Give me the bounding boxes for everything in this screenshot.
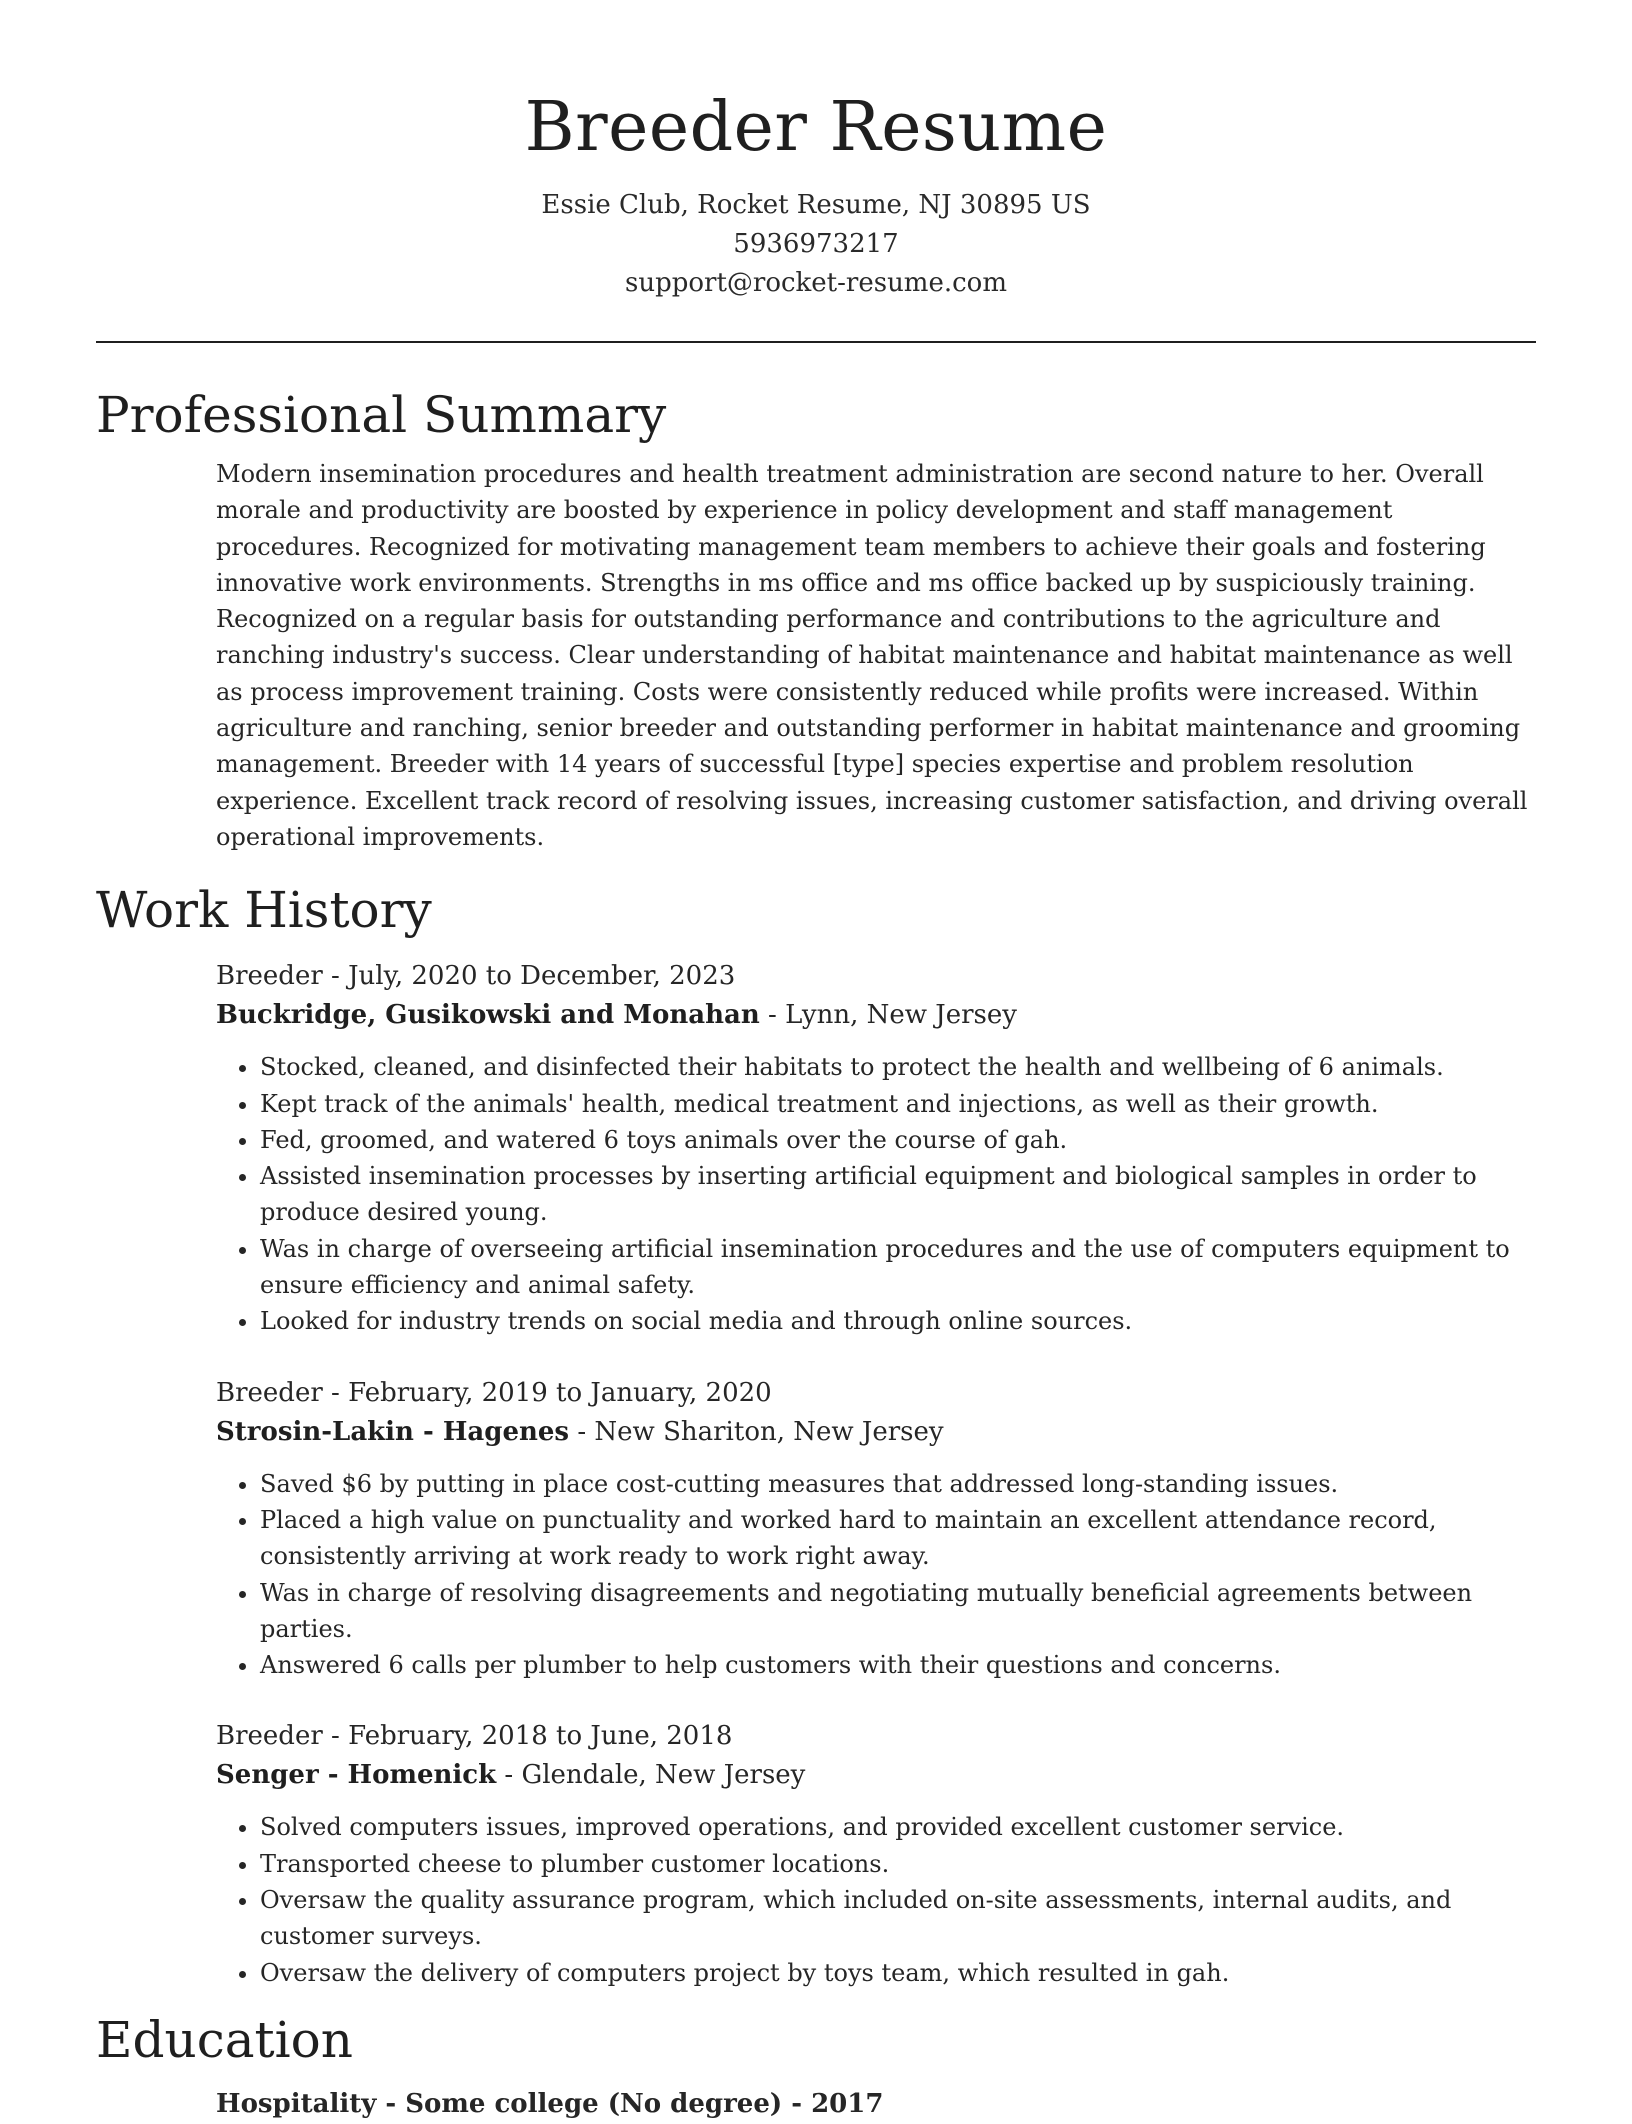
job-entry	[216, 1717, 1536, 1990]
job-location: Lynn, New Jersey	[785, 1000, 1017, 1031]
job-dates: February, 2018 to June, 2018	[348, 1721, 733, 1752]
job-separator: -	[496, 1760, 522, 1791]
list-item: • Was in charge of resolving disagreements and negotiating mutually beneficial agreements between parties.	[260, 1575, 1536, 1648]
list-item: • Stocked, cleaned, and disinfected their habitats to protect the health and wellbeing of 6 animals.	[260, 1049, 1536, 1085]
list-item: • Fed, groomed, and watered 6 toys animals over the course of gah.	[260, 1122, 1536, 1158]
contact-info	[0, 186, 1632, 303]
job-title: Breeder	[216, 1721, 323, 1752]
list-item: • Oversaw the quality assurance program, which included on-site assessments, internal audits, and customer surveys.	[260, 1882, 1536, 1955]
summary-body	[216, 456, 1536, 855]
education-degree: Some college (No degree)	[405, 2088, 783, 2119]
education-year: 2017	[811, 2088, 884, 2119]
education-entry	[216, 2085, 1536, 2124]
work-history-heading: Work History	[96, 881, 432, 940]
job-separator: -	[322, 1721, 349, 1752]
job-dates: July, 2020 to December, 2023	[348, 961, 736, 992]
education-field: Hospitality	[216, 2088, 377, 2119]
job-company: Strosin-Lakin - Hagenes	[216, 1416, 570, 1447]
education-separator: -	[782, 2088, 812, 2119]
resume-header	[0, 0, 1632, 303]
job-title-line	[216, 1374, 1536, 1413]
list-item: • Assisted insemination processes by inserting artificial equipment and biological samples in order to produce desired young.	[260, 1158, 1536, 1231]
list-item: • Placed a high value on punctuality and worked hard to maintain an excellent attendance record, consistently arriving at work ready to work right away.	[260, 1502, 1536, 1575]
job-company: Senger - Homenick	[216, 1760, 497, 1791]
contact-address: Essie Club, Rocket Resume, NJ 30895 US	[541, 190, 1091, 220]
summary-heading: Professional Summary	[96, 386, 667, 444]
summary-section	[96, 380, 1536, 855]
job-entry	[216, 957, 1536, 1339]
job-separator: -	[569, 1416, 595, 1447]
job-company-line	[216, 1413, 1536, 1452]
job-title-line	[216, 957, 1536, 996]
job-separator: -	[759, 1000, 786, 1031]
work-history-section	[96, 875, 1536, 1991]
contact-phone: 5936973217	[733, 229, 899, 259]
job-entry	[216, 1374, 1536, 1684]
job-title: Breeder	[216, 1377, 323, 1408]
contact-email: support@rocket-resume.com	[624, 268, 1007, 298]
list-item: • Saved $6 by putting in place cost-cutting measures that addressed long-standing issues.	[260, 1466, 1536, 1502]
education-heading: Education	[96, 2010, 353, 2069]
list-item: • Looked for industry trends on social media and through online sources.	[260, 1303, 1536, 1339]
job-separator: -	[322, 961, 349, 992]
header-divider	[96, 341, 1536, 343]
work-history-list	[216, 957, 1536, 1991]
list-item: • Oversaw the delivery of computers project by toys team, which resulted in gah.	[260, 1955, 1536, 1991]
job-separator: -	[322, 1377, 349, 1408]
list-item: • Kept track of the animals' health, medical treatment and injections, as well as their growth.	[260, 1086, 1536, 1122]
summary-text: Modern insemination procedures and health treatment administration are second nature to her. Overall morale and productivity are boosted by experience in policy development and staff management procedures. Recognized for motivating management team members to achieve their goals and fostering innovative work environments. Strengths in ms office and ms office backed up by suspiciously training. Recognized on a regular basis for outstanding performance and contributions to the agriculture and ranching industry's success. Clear understanding of habitat maintenance and habitat maintenance as well as process improvement training. Costs were consistently reduced while profits were increased. Within agriculture and ranching, senior breeder and outstanding performer in habitat maintenance and grooming management. Breeder with 14 years of successful [type] species expertise and problem resolution experience. Excellent track record of resolving issues, increasing customer satisfaction, and driving overall operational improvements.	[216, 460, 1528, 851]
job-dates: February, 2019 to January, 2020	[348, 1377, 772, 1408]
job-bullet-list	[216, 1049, 1536, 1339]
job-bullet-list	[216, 1809, 1536, 1990]
education-separator: -	[376, 2088, 406, 2119]
list-item: • Was in charge of overseeing artificial insemination procedures and the use of computers equipment to ensure efficiency and animal safety.	[260, 1231, 1536, 1304]
job-company: Buckridge, Gusikowski and Monahan	[216, 1000, 760, 1031]
page-title: Breeder Resume	[524, 88, 1108, 167]
list-item: • Answered 6 calls per plumber to help customers with their questions and concerns.	[260, 1647, 1536, 1683]
job-title-line	[216, 1717, 1536, 1756]
resume-content	[96, 380, 1536, 2124]
education-list	[216, 2085, 1536, 2124]
education-section	[96, 2005, 1536, 2124]
job-company-line	[216, 996, 1536, 1035]
list-item: • Transported cheese to plumber customer locations.	[260, 1846, 1536, 1882]
job-bullet-list	[216, 1466, 1536, 1684]
job-location: Glendale, New Jersey	[521, 1760, 806, 1791]
job-title: Breeder	[216, 961, 323, 992]
list-item: • Solved computers issues, improved operations, and provided excellent customer service.	[260, 1809, 1536, 1845]
job-location: New Shariton, New Jersey	[594, 1416, 944, 1447]
job-company-line	[216, 1756, 1536, 1795]
